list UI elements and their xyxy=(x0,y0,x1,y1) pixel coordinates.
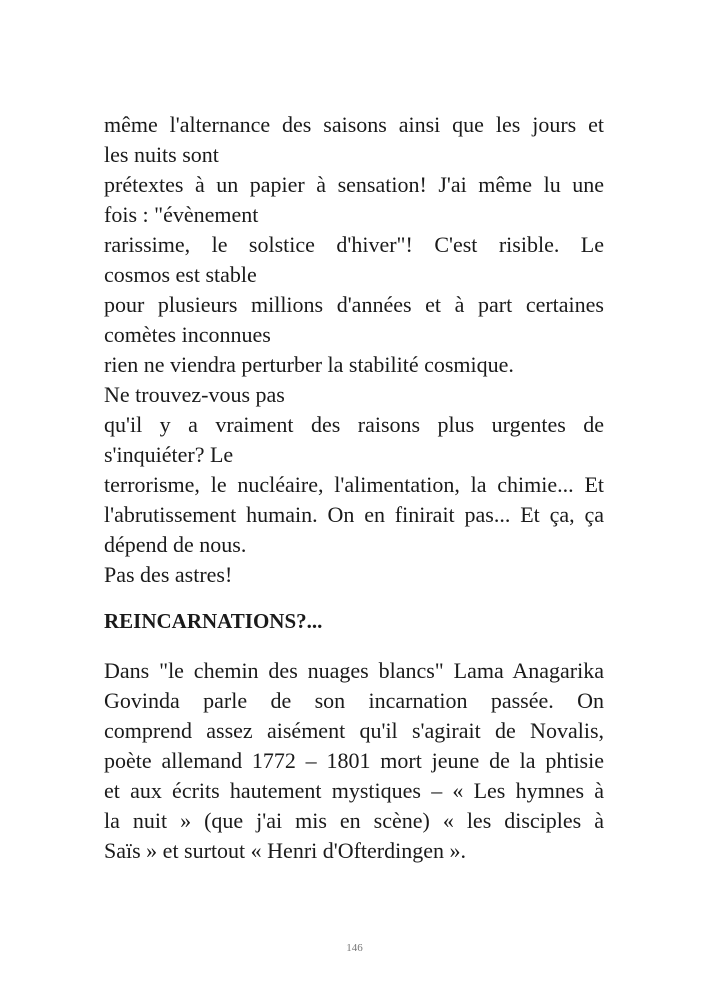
page-content xyxy=(104,110,604,866)
text-line: l'abrutissement humain. On en finirait pas... Et ça, ça xyxy=(104,502,604,527)
text-line: cosmos est stable xyxy=(104,262,257,287)
text-line: rien ne viendra perturber la stabilité cosmique. xyxy=(104,352,514,377)
text-line: Dans "le chemin des nuages blancs" Lama Anagarika xyxy=(104,658,604,683)
text-line: Pas des astres! xyxy=(104,562,233,587)
text-line: prétextes à un papier à sensation! J'ai même lu une xyxy=(104,172,604,197)
text-line: rarissime, le solstice d'hiver"! C'est risible. Le xyxy=(104,232,604,257)
text-line: terrorisme, le nucléaire, l'alimentation, la chimie... Et xyxy=(104,472,604,497)
text-line: comprend assez aisément qu'il s'agirait de Novalis, xyxy=(104,718,604,743)
text-line: et aux écrits hautement mystiques – « Les hymnes à xyxy=(104,778,604,803)
text-line: Saïs » et surtout « Henri d'Ofterdingen ». xyxy=(104,838,467,863)
text-line: même l'alternance des saisons ainsi que les jours et xyxy=(104,112,604,137)
text-line: Govinda parle de son incarnation passée. On xyxy=(104,688,604,713)
text-line: qu'il y a vraiment des raisons plus urgentes de xyxy=(104,412,604,437)
text-line: s'inquiéter? Le xyxy=(104,442,234,467)
page-number: 146 xyxy=(346,942,363,954)
section-heading: REINCARNATIONS?... xyxy=(104,609,323,633)
text-line: la nuit » (que j'ai mis en scène) « les disciples à xyxy=(104,808,604,833)
text-line: Ne trouvez-vous pas xyxy=(104,382,285,407)
text-line: dépend de nous. xyxy=(104,532,247,557)
body-text xyxy=(104,110,604,590)
text-line: fois : "évènement xyxy=(104,202,259,227)
text-line: comètes inconnues xyxy=(104,322,271,347)
paragraph xyxy=(104,656,604,866)
text-line: pour plusieurs millions d'années et à part certaines xyxy=(104,292,604,317)
text-line: les nuits sont xyxy=(104,142,219,167)
text-line: poète allemand 1772 – 1801 mort jeune de la phtisie xyxy=(104,748,604,773)
